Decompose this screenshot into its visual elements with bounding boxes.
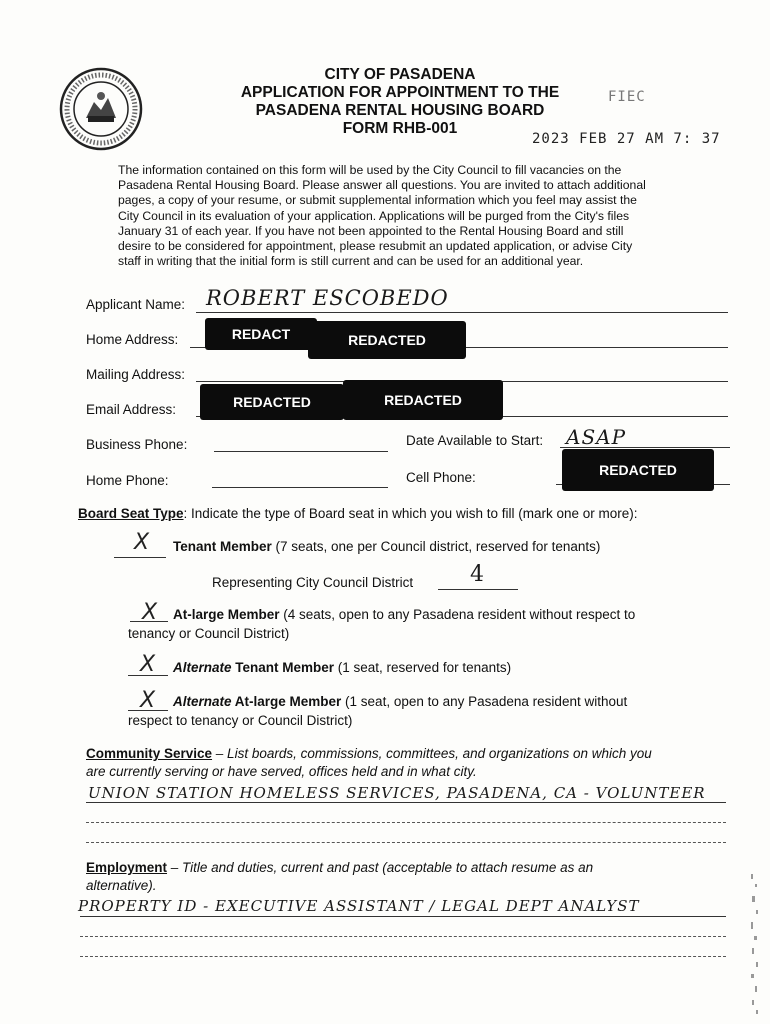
alt-atlarge-label: At-large Member [231,694,342,709]
header-city: CITY OF PASADENA [324,66,476,83]
date-available-value[interactable]: ASAP [566,425,627,449]
alt-tenant-label: Tenant Member [231,660,335,675]
community-value[interactable]: UNION STATION HOMELESS SERVICES, PASADENA, CA - VOLUNTEER [88,784,706,802]
email-address-label: Email Address: [86,402,177,417]
employment-section [86,860,726,875]
city-seal-icon [58,66,144,152]
header-form-number: FORM RHB-001 [342,120,458,137]
community-instruction-cont: are currently serving or have served, offices held and in what city. [86,764,477,779]
tenant-mark[interactable]: X [134,530,150,555]
atlarge-desc: (4 seats, open to any Pasadena resident without respect to [279,607,636,622]
alt-atlarge-desc-cont: respect to tenancy or Council District) [128,713,353,728]
employment-instruction: – Title and duties, current and past (acceptable to attach resume as an [167,860,594,875]
header-board: PASADENA RENTAL HOUSING BOARD [255,102,545,119]
alt-tenant-italic: Alternate [173,660,232,675]
business-phone-line [214,451,388,452]
alt-atlarge-desc: (1 seat, open to any Pasadena resident without [341,694,628,709]
employment-instruction-cont: alternative). [86,878,157,893]
form-header [200,66,600,138]
cell-phone-label: Cell Phone: [406,470,476,485]
applicant-name-label: Applicant Name: [86,297,186,312]
home-phone-label: Home Phone: [86,473,169,488]
community-line-3 [86,842,726,843]
district-value[interactable]: 4 [470,562,485,587]
employment-heading: Employment [86,860,168,875]
alt-tenant-desc: (1 seat, reserved for tenants) [334,660,512,675]
board-seat-section [78,506,738,521]
alt-tenant-mark[interactable]: X [140,652,156,677]
employment-line-1 [80,916,726,917]
intro-line: desire to be considered for appointment, please resubmit an updated application, or advise City [118,239,633,254]
board-seat-heading: Board Seat Type [78,506,184,521]
redaction-box: REDACTED [562,449,714,491]
intro-line: Pasadena Rental Housing Board. Please answer all questions. You are invited to attach additional [118,178,646,193]
intro-line: January 31 of each year. If you have not been appointed to the Rental Housing Board and still [118,223,624,238]
business-phone-label: Business Phone: [86,437,188,452]
atlarge-desc-cont: tenancy or Council District) [128,626,290,641]
alt-atlarge-italic: Alternate [173,694,232,709]
scan-edge-noise [748,870,762,1020]
community-section [86,746,726,761]
alt-atlarge-mark[interactable]: X [140,688,156,713]
employment-value[interactable]: PROPERTY ID - EXECUTIVE ASSISTANT / LEGAL DEPT ANALYST [78,897,640,915]
faint-stamp: FIEC [608,89,646,105]
community-instruction: – List boards, commissions, committees, and organizations on which you [212,746,652,761]
atlarge-option [173,607,635,622]
date-available-label: Date Available to Start: [406,433,544,448]
alt-atlarge-option [173,694,627,709]
tenant-checkbox-line [114,557,166,558]
community-line-2 [86,822,726,823]
received-stamp: 2023 FEB 27 AM 7: 37 [532,131,721,147]
community-heading: Community Service [86,746,213,761]
header-application: APPLICATION FOR APPOINTMENT TO THE [240,84,560,101]
atlarge-label: At-large Member [173,607,280,622]
home-phone-line [212,487,388,488]
redaction-box: REDACTED [343,380,503,420]
employment-line-2 [80,936,726,937]
home-address-label: Home Address: [86,332,179,347]
alt-tenant-option [173,660,511,675]
redaction-box: REDACTED [308,321,466,359]
community-line-1 [86,802,726,803]
district-line [438,589,518,590]
intro-line: pages, a copy of your resume, or submit supplemental information which you feel may assist the [118,193,637,208]
intro-line: The information contained on this form will be used by the City Council to fill vacancies on the [118,163,622,177]
mailing-address-label: Mailing Address: [86,367,186,382]
tenant-label: Tenant Member [173,539,272,554]
intro-line: staff in writing that the initial form is still current and can be used for an additional year. [118,254,584,269]
tenant-option [173,539,600,554]
redaction-box: REDACT [205,318,317,350]
board-seat-instruction: : Indicate the type of Board seat in which you wish to fill (mark one or more): [183,506,638,521]
redaction-box: REDACTED [200,384,344,420]
district-label: Representing City Council District [212,575,414,590]
applicant-name-line [196,312,728,313]
intro-paragraph [118,163,718,269]
tenant-desc: (7 seats, one per Council district, reserved for tenants) [271,539,601,554]
employment-line-3 [80,956,726,957]
intro-line: City Council in its evaluation of your application. Applications will be purged from the City's files [118,208,630,223]
applicant-name-value[interactable]: ROBERT ESCOBEDO [206,286,449,310]
atlarge-mark[interactable]: X [142,600,158,625]
